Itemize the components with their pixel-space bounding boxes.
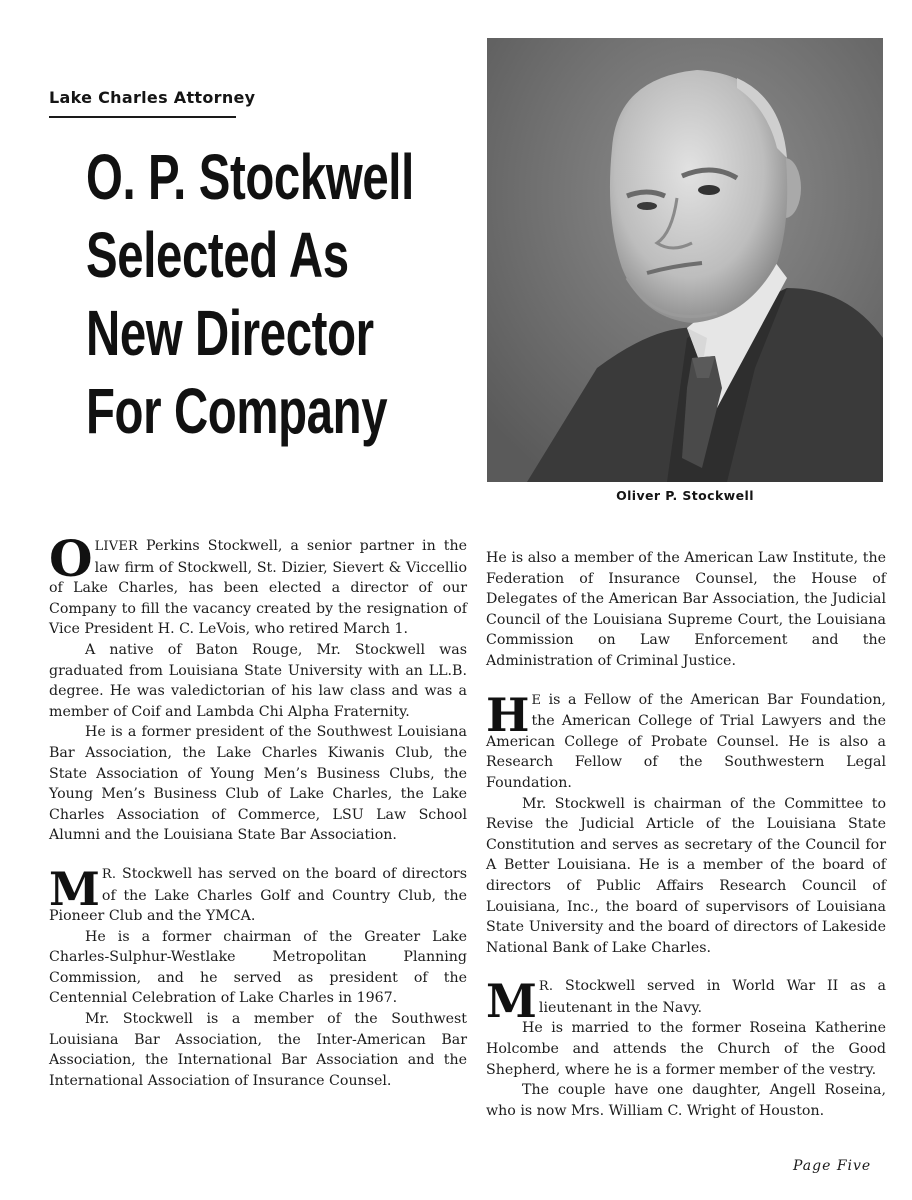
paragraph-text: Stockwell served in World War II as a lieutenant in the Navy. [538,978,886,1016]
article-paragraph: He is also a member of the American Law Institute, the Federation of Insurance Counsel, the House of Delegates of the American Bar Association, the Judicial Council of the Louisiana Supreme Court, the Louisiana Commission on Law Enforcement and the Administration of Criminal Justice. [486,550,886,669]
article-paragraph: Mr. Stockwell is a member of the Southwest Louisiana Bar Association, the Inter-American Bar Association, the International Bar Association and the International Association of Insurance Counsel. [49,1011,467,1089]
photo-caption: Oliver P. Stockwell [616,488,754,503]
kicker-underline [49,116,236,118]
headline-line: For Company [86,375,388,447]
article-paragraph [49,529,467,640]
article-paragraph: A native of Baton Rouge, Mr. Stockwell was graduated from Louisiana State University with an LL.B. degree. He was valedictorian of his law class and was a member of Coif and Lambda Chi Alpha Fraternity. [49,641,467,720]
article-paragraph: Mr. Stockwell is chairman of the Committee to Revise the Judicial Article of the Louisiana State Constitution and serves as secretary of the Council for A Better Louisiana. He is a member of the board of directors of Public Affairs Research Council of Louisiana, Inc., the board of supervisors of Louisiana State University and the board of directors of Lakeside National Bank of Lake Charles. [486,795,886,956]
paragraph-text: Perkins Stockwell, a senior partner in the law firm of Stockwell, St. Dizier, Sievert & Viccellio of Lake Charles, has been elected a director of our Company to fill the vacancy created by the resignation of Vice President H. C. LeVois, who retired March 1. [49,538,467,638]
article-paragraph [486,974,886,1029]
drop-cap: H [486,687,530,742]
headline-line: Selected As [86,219,349,291]
lead-caps: E [531,692,542,708]
lead-caps: R. [101,866,117,882]
article-paragraph: He is married to the former Roseina Katherine Holcombe and attends the Church of the Good Shepherd, where he is a former member of the vestry. [486,1020,886,1078]
page-number: Page Five [793,1158,872,1174]
lead-caps: R. [538,979,554,995]
headline-line: O. P. Stockwell [86,141,414,213]
section-kicker: Lake Charles Attorney [49,88,256,107]
article-column-left [49,529,467,1091]
drop-cap: M [49,861,100,916]
article-paragraph: He is a former chairman of the Greater Lake Charles-Sulphur-Westlake Metropolitan Planning Commission, and he served as president of the Centennial Celebration of Lake Charles in 1967. [49,928,467,1007]
paragraph-text: Stockwell has served on the board of directors of the Lake Charles Golf and Country Club, the Pioneer Club and the YMCA. [49,865,467,925]
paragraph-text: is a Fellow of the American Bar Foundation, the American College of Trial Lawyers and the American College of Probate Counsel. He is also a Research Fellow of the Southwestern Legal Foundation. [486,691,886,791]
article-paragraph [486,687,886,794]
headline [86,138,414,450]
drop-cap: M [486,974,537,1029]
article-paragraph [49,861,467,927]
article-column-right [486,548,886,1121]
portrait-illustration-icon [487,38,883,482]
article-paragraph: He is a former president of the Southwest Louisiana Bar Association, the Lake Charles Kiwanis Club, the State Association of Young Men’s Business Clubs, the Young Men’s Business Club of Lake Charles, the Lake Charles Association of Commerce, LSU Law School Alumni and the Louisiana State Bar Association. [49,724,467,844]
portrait-photo [487,38,883,482]
headline-line: New Director [86,297,374,369]
drop-cap: O [49,529,93,588]
article-paragraph: The couple have one daughter, Angell Roseina, who is now Mrs. William C. Wright of Houston. [486,1082,886,1119]
lead-caps: LIVER [94,539,138,554]
